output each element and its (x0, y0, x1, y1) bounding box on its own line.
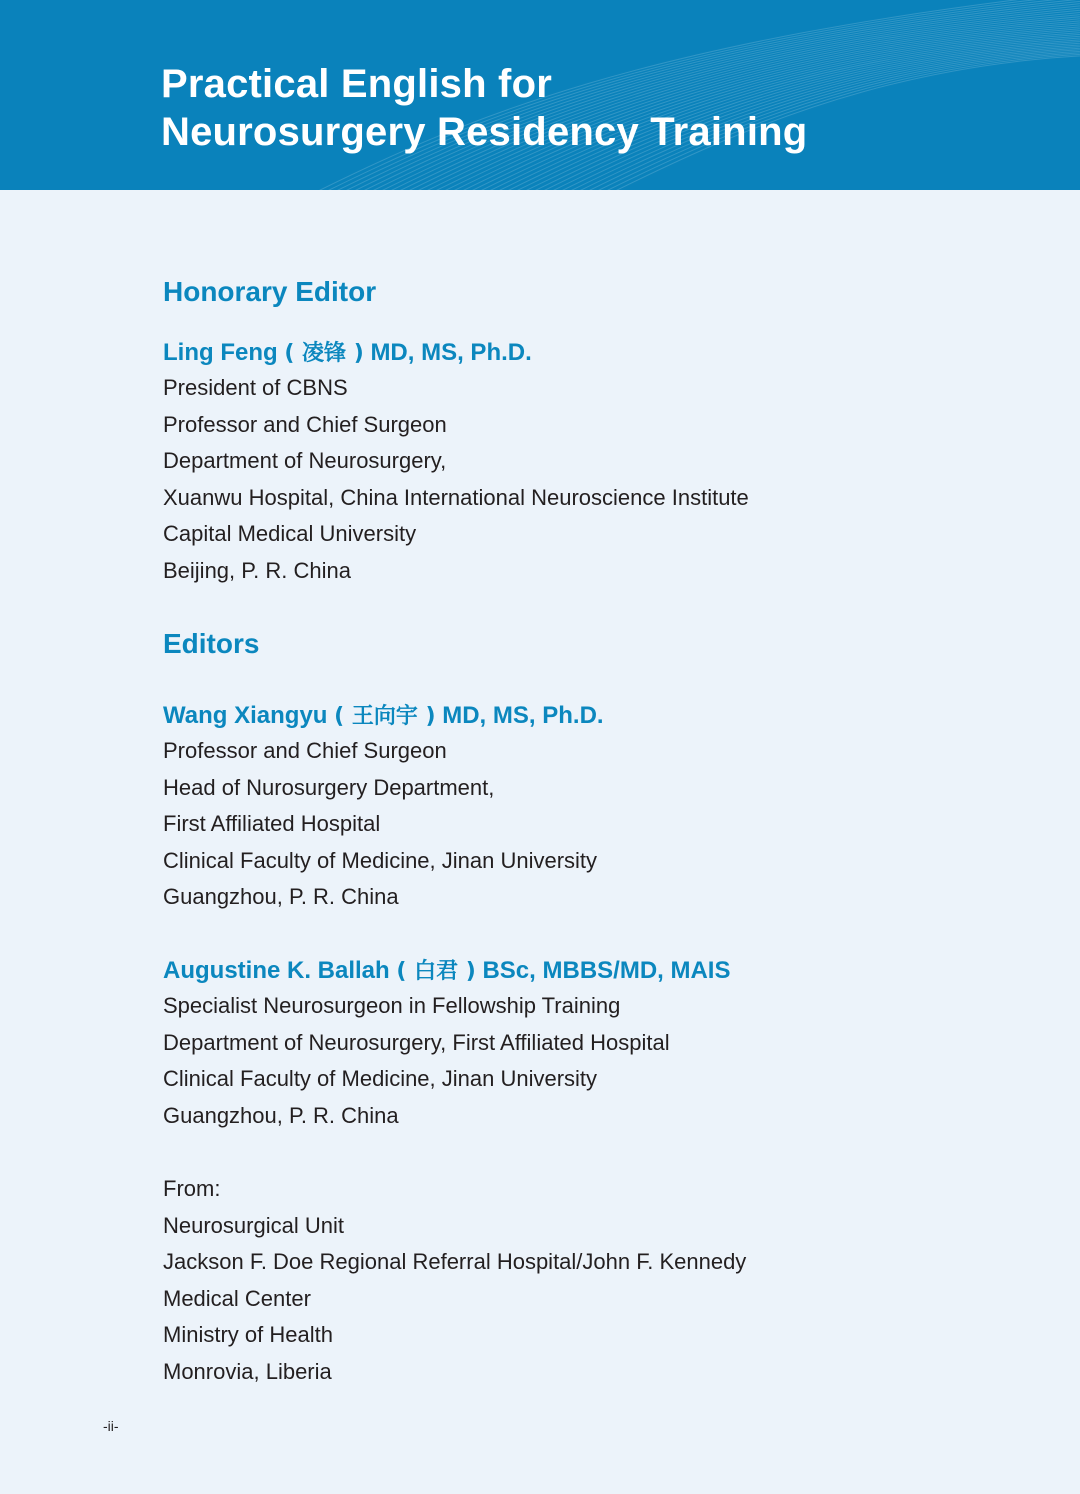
affiliation-line: Guangzhou, P. R. China (163, 1102, 399, 1128)
person-degrees: BSc, MBBS/MD, MAIS (482, 957, 731, 984)
affiliation-line: Professor and Chief Surgeon (163, 738, 447, 763)
affiliation-line: Clinical Faculty of Medicine, Jinan University (163, 847, 598, 873)
editor-affiliation (163, 988, 670, 1134)
honorary-editor-name (163, 338, 532, 369)
from-line: Monrovia, Liberia (163, 1358, 332, 1384)
editor-affiliation (163, 733, 597, 916)
book-title-line-2: Neurosurgery Residency Training (161, 110, 808, 154)
from-line: Medical Center (163, 1285, 311, 1311)
person-name-chinese: ( 白君 ) (396, 959, 476, 984)
person-name-chinese: ( 凌锋 ) (284, 341, 364, 366)
honorary-editor-affiliation (163, 370, 749, 589)
affiliation-line: Department of Neurosurgery, (163, 448, 447, 473)
affiliation-line: Professor and Chief Surgeon (163, 411, 447, 437)
affiliation-line: Beijing, P. R. China (163, 557, 351, 583)
affiliation-line: Capital Medical University (163, 521, 417, 546)
from-affiliation (163, 1171, 746, 1390)
editor-name (163, 701, 604, 732)
affiliation-line: Clinical Faculty of Medicine, Jinan University (163, 1066, 598, 1091)
affiliation-line: President of CBNS (163, 375, 348, 400)
person-degrees: MD, MS, Ph.D. (370, 339, 532, 366)
page-number: -ii- (103, 1418, 119, 1434)
person-name-chinese: ( 王向宇 ) (334, 704, 436, 729)
editors-heading: Editors (163, 628, 260, 659)
person-name-latin: Wang Xiangyu (163, 702, 328, 729)
affiliation-line: Head of Nurosurgery Department, (163, 774, 495, 800)
honorary-editor-heading: Honorary Editor (163, 276, 377, 307)
book-title (161, 60, 807, 156)
person-degrees: MD, MS, Ph.D. (442, 702, 604, 729)
affiliation-line: First Affiliated Hospital (163, 811, 381, 836)
book-title-line-1: Practical English for (161, 62, 552, 106)
affiliation-line: Xuanwu Hospital, China International Neuroscience Institute (163, 484, 749, 510)
affiliation-line: Department of Neurosurgery, First Affiliated Hospital (163, 1029, 670, 1055)
from-line: Neurosurgical Unit (163, 1212, 344, 1238)
from-line: Jackson F. Doe Regional Referral Hospital/John F. Kennedy (163, 1249, 747, 1274)
affiliation-line: Guangzhou, P. R. China (163, 884, 399, 909)
editor-name (163, 956, 730, 987)
from-line: Ministry of Health (163, 1322, 333, 1347)
header-band (0, 0, 1080, 190)
affiliation-line: Specialist Neurosurgeon in Fellowship Training (163, 993, 621, 1018)
person-name-latin: Ling Feng (163, 339, 278, 366)
from-line: From: (163, 1176, 221, 1201)
person-name-latin: Augustine K. Ballah (163, 957, 390, 984)
